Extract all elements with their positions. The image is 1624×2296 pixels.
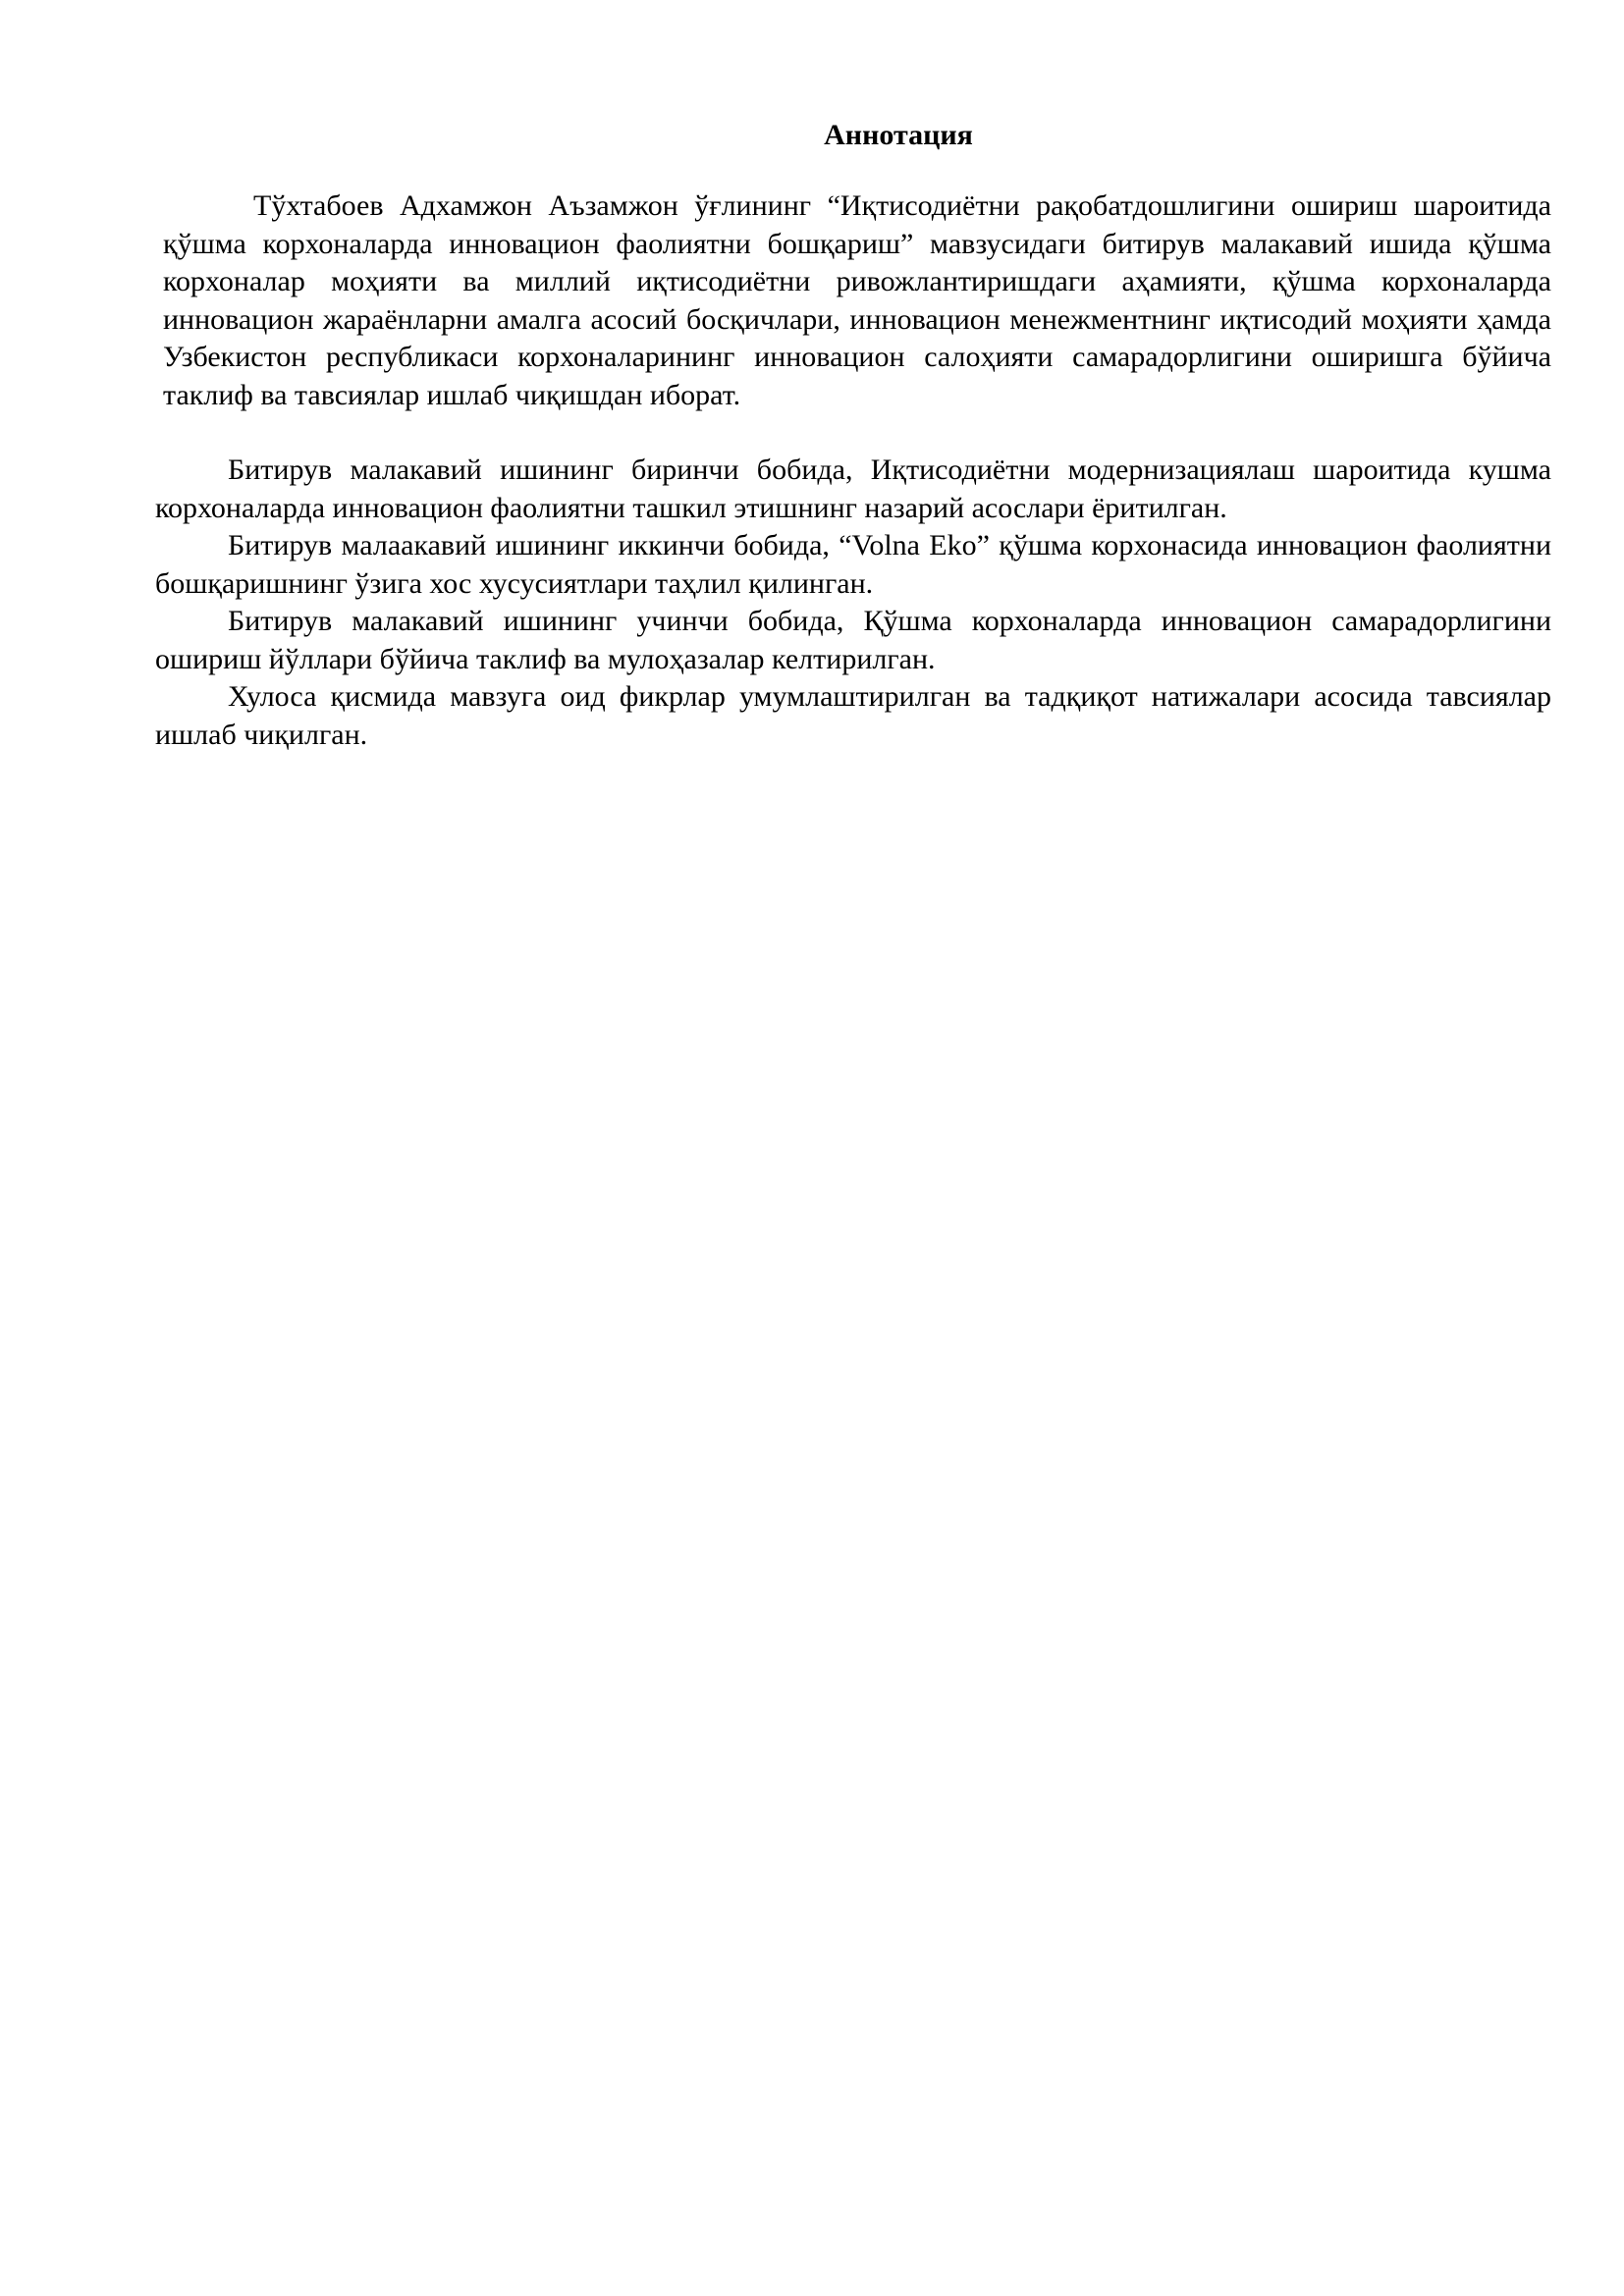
page-title: Аннотация — [824, 119, 973, 151]
annotation-paragraph-intro: Тўхтабоев Адхамжон Аъзамжон ўғлининг “Иқтисодиётни рақобатдошлигини ошириш шароитида қўшма корхоналарда инновацион фаолиятни бошқариш” мавзусидаги битирув малакавий ишида қўшма корхоналар моҳияти ва миллий иқтисодиётни ривожлантиришдаги аҳамияти, қўшма корхоналарда инновацион жараёнларни амалга асосий босқичлари, инновацион менежментнинг иқтисодий моҳияти ҳамда Узбекистон республикаси корхоналарининг инновацион салоҳияти самарадорлигини оширишга бўйича таклиф ва тавсиялар ишлаб чиқишдан иборат. — [163, 189, 1551, 411]
annotation-paragraph-chapter-1: Битирув малакавий ишининг биринчи бобида, Иқтисодиётни модернизациялаш шароитида кушма корхоналарда инновацион фаолиятни ташкил этишнинг назарий асослари ёритилган. — [155, 454, 1551, 524]
annotation-paragraph-chapter-2: Битирув малаакавий ишининг иккинчи бобида, “Volna Eko” қўшма корхонасида инновацион фаолиятни бошқаришнинг ўзига хос хусусиятлари таҳлил қилинган. — [155, 529, 1551, 600]
annotation-paragraph-chapter-3: Битирув малакавий ишининг учинчи бобида, Қўшма корхоналарда инновацион самарадорлигини ошириш йўллари бўйича таклиф ва мулоҳазалар келтирилган. — [155, 605, 1551, 675]
annotation-paragraph-conclusion: Хулоса қисмида мавзуга оид фикрлар умумлаштирилган ва тадқиқот натижалари асосида тавсиялар ишлаб чиқилган. — [155, 680, 1551, 751]
annotation-body — [155, 452, 1551, 754]
